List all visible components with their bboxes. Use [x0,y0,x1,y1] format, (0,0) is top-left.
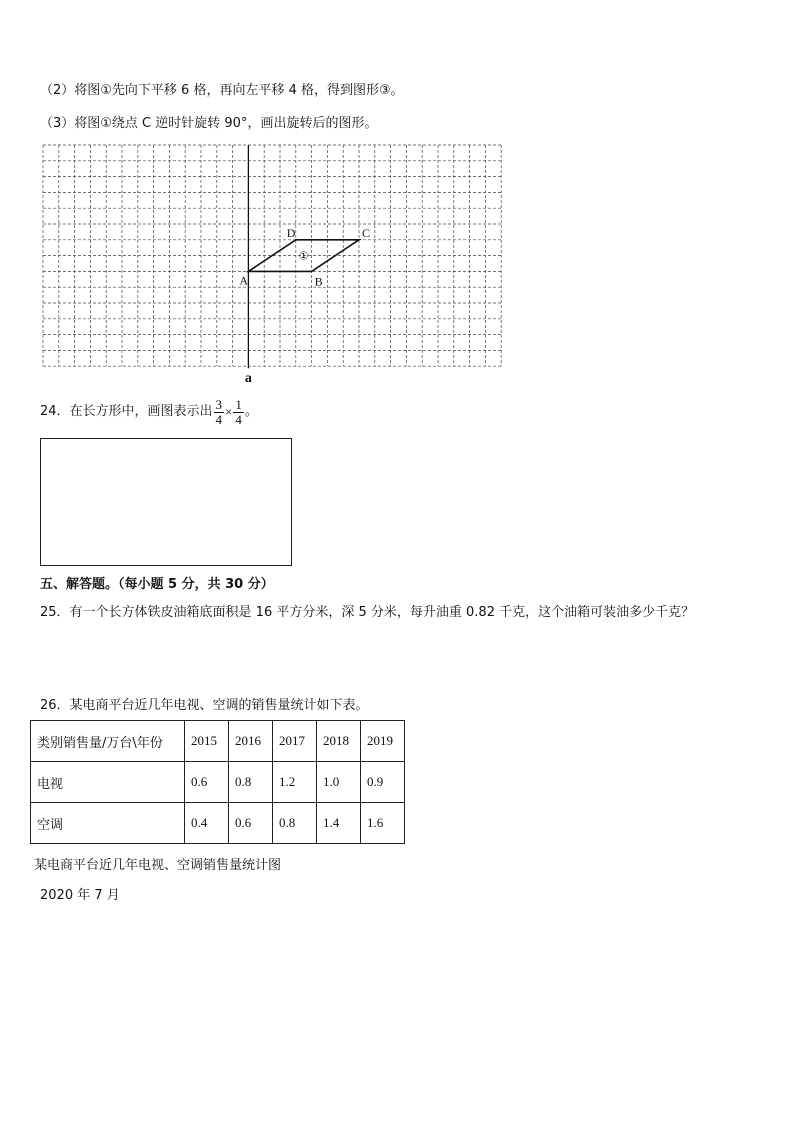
table-cell: 0.8 [229,762,273,803]
grid-figure [0,0,794,400]
question-26: 26．某电商平台近几年电视、空调的销售量统计如下表。 [40,698,369,713]
frac1-denominator: 4 [215,411,223,427]
table-row [31,803,405,844]
table-cell: 1.2 [273,762,317,803]
frac1-numerator: 3 [215,396,223,412]
table-cell: 0.6 [229,803,273,844]
sales-table [30,720,405,844]
frac2-numerator: 1 [235,396,242,412]
axis-label: a [244,371,252,387]
chart-date: 2020 年 7 月 [40,888,120,903]
table-header-label: 类别销售量/万台\年份 [31,721,185,762]
table-cell: 1.6 [361,803,405,844]
question-part-2: （2）将图①先向下平移 6 格，再向左平移 4 格，得到图形③。 [40,83,404,98]
table-cell: 0.9 [361,762,405,803]
table-year: 2017 [273,721,317,762]
table-year: 2016 [229,721,273,762]
table-category: 电视 [31,762,185,803]
point-label-D: D [286,225,296,240]
times-sign: × [225,404,233,419]
question-25: 25．有一个长方体铁皮油箱底面积是 16 平方分米，深 5 分米，每升油重 0.82 千克，这个油箱可装油多少千克？ [40,605,695,620]
drawing-rectangle[interactable] [40,438,292,566]
q24-suffix: 。 [244,404,258,419]
shape-label: ① [298,250,309,263]
fraction-1-4 [233,398,244,427]
table-year: 2018 [317,721,361,762]
point-label-B: B [314,274,323,289]
table-cell: 0.6 [185,762,229,803]
table-row [31,762,405,803]
question-part-3: （3）将图①绕点 C 逆时针旋转 90°，画出旋转后的图形。 [40,116,378,131]
table-cell: 0.8 [273,803,317,844]
table-category: 空调 [31,803,185,844]
table-year: 2015 [185,721,229,762]
frac2-denominator: 4 [235,411,242,427]
point-label-A: A [239,273,249,288]
table-year: 2019 [361,721,405,762]
table-cell: 1.0 [317,762,361,803]
table-header-row [31,721,405,762]
table-cell: 1.4 [317,803,361,844]
section-5-title: 五、解答题。（每小题 5 分，共 30 分） [40,577,274,592]
question-24 [40,394,258,430]
table-cell: 0.4 [185,803,229,844]
fraction-3-4 [214,398,225,427]
q24-prefix: 24．在长方形中，画图表示出 [40,404,213,419]
point-label-C: C [362,225,371,240]
chart-caption: 某电商平台近几年电视、空调销售量统计图 [34,858,282,873]
